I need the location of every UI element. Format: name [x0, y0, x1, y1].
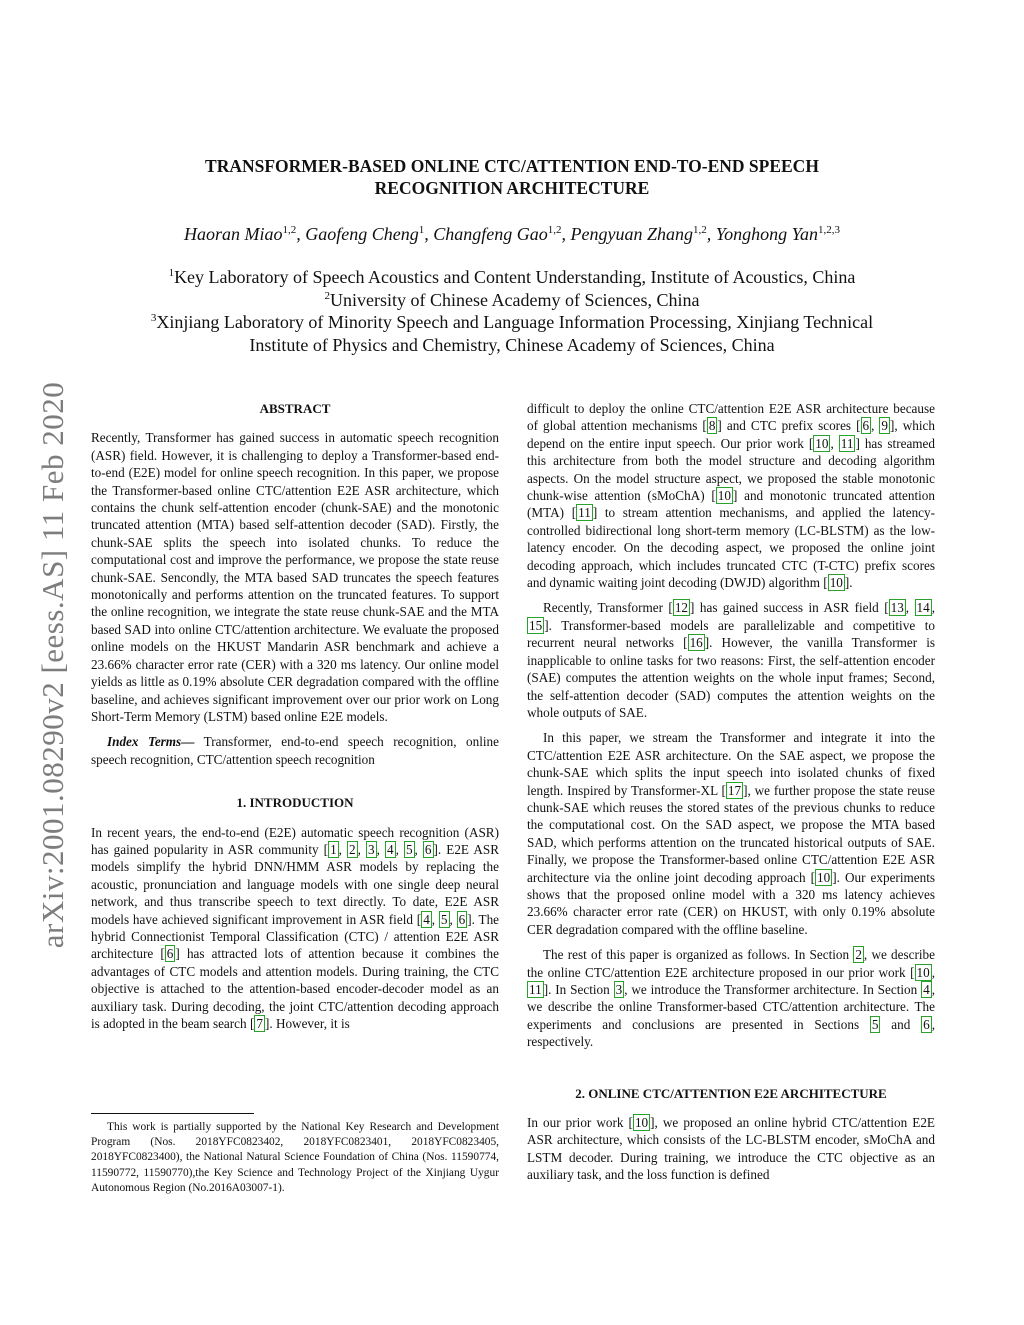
text-run: .: [849, 575, 853, 591]
affil-text: Xinjiang Laboratory of Minority Speech and Language Information Processing, Xinjiang Technical: [156, 312, 874, 332]
transformer-paragraph: Recently, Transformer [ 12 ] has gained success in ASR field [ 13 , 14 , 15 ]. Transformer-based models are parallelizable and competitive to recurrent neural networks [ 16 ]. However, the vanilla Transformer is inapplicable to online tasks for two reasons: First, the self-attention encoder (SAE) computes the attention weights on the whole input frames; Second, the self-attention decoder (SAD) computes the attention weights on the whole outputs of SAE.: [527, 600, 936, 720]
intro-continuation-paragraph: difficult to deploy the online CTC/attention E2E ASR architecture because of global attention mechanisms [ 8 ] and CTC prefix scores [ 6 , 9 ], which depend on the entire input speech. Our prior work [ 10 , 11 ] has streamed this architecture from both the model structure and decoding algorithm aspects. On the model structure aspect, we proposed the stable monotonic chunk-wise attention (sMoChA) [ 10 ] and monotonic truncated attention (MTA) [ 11 ] to stream attention mechanisms, and applied the latency-controlled bidirectional long short-term memory (LC-BLSTM) as the low-latency encoder. On the decoding aspect, we proposed the online joint decoding approach, which includes truncated CTC (T-CTC) prefix scores and dynamic waiting joint decoding (DWJD) algorithm [ 10 ].: [527, 401, 936, 591]
citation-link[interactable]: 16: [689, 635, 703, 651]
text-run: difficult to deploy the online CTC/attention E2E ASR architecture because of global attention mechanisms: [527, 401, 935, 434]
author-separator: ,: [296, 224, 306, 244]
citation-link[interactable]: 8: [708, 418, 716, 434]
text-run: , we further propose the state reuse chunk-SAE which reuses the stored states of the previous chunks to reduce the computational cost. On the SAD aspect, we propose the MTA based SAD, which performs attention on the truncated historical outputs of SAE. Finally, we propose the Transformer-based online CTC/attention E2E ASR architecture via the online joint decoding approach: [527, 782, 935, 885]
text-run: , which depend on the entire input speech. Our prior work: [527, 418, 935, 451]
text-run: . However, the vanilla Transformer is inapplicable to online tasks for two reasons: First, the self-attention encoder (SAE) computes the attention weights on the whole input frames; Second, the self-attention decoder (SAD) computes the attention weights on the whole outputs of SAE.: [527, 635, 935, 720]
section-2-paragraph: In our prior work [ 10 ], we proposed an online hybrid CTC/attention E2E ASR architecture, which consists of the LC-BLSTM encoder, sMoChA and LSTM decoder. During training, we introduce the CTC objective as an auxiliary task, and the loss function is defined: [527, 1115, 935, 1183]
citation-link[interactable]: 17: [727, 782, 742, 798]
affil-sup: 3: [150, 312, 157, 324]
citation-link[interactable]: 6: [424, 841, 432, 857]
text-run: The rest of this paper is organized as follows. In Section: [543, 947, 854, 963]
funding-footnote: [91, 1113, 499, 1196]
author-separator: ,: [424, 224, 434, 244]
citation-link[interactable]: 14: [916, 600, 930, 616]
citation-link[interactable]: 6: [862, 418, 870, 434]
text-run: , we describe the online CTC/attention E2E architecture proposed in our prior work: [527, 947, 935, 980]
text-run: to stream attention mechanisms, and applied the latency-controlled bidirectional long short-term memory (LC-BLSTM) as the low-latency encoder. On the decoding aspect, we proposed the online joint decoding approach, which includes truncated CTC (T-CTC) prefix scores and dynamic waiting joint decoding (DWJD) algorithm: [527, 505, 935, 591]
author-name: Gaofeng Cheng: [305, 224, 419, 244]
right-column: [527, 400, 935, 1184]
author-affil-sup: 1,2,3: [817, 224, 840, 236]
citation-link[interactable]: 9: [881, 418, 889, 434]
citation-link[interactable]: 13: [890, 600, 904, 616]
footnote-rule: [91, 1113, 254, 1114]
affiliation-2: [90, 289, 934, 312]
organization-paragraph: The rest of this paper is organized as follows. In Section 2 , we describe the online CTC/attention E2E architecture proposed in our prior work [ 10 , 11 ]. In Section 3 , we introduce the Transformer architecture. In Section 4 , we describe the online Transformer-based CTC/attention architecture. The experiments and conclusions are presented in Sections 5 and 6 , respectively.: [527, 947, 936, 1050]
author-affil-sup: 1,2: [693, 224, 707, 236]
citation-link[interactable]: 10: [815, 435, 829, 451]
author-affil-sup: 1,2: [282, 224, 297, 236]
author-affil-sup: 1: [418, 224, 425, 236]
text-run: Recently, Transformer: [543, 600, 669, 616]
text-run: . Transformer-based models are parallelizable and competitive to recurrent neural networks: [527, 617, 935, 651]
text-run: has attracted lots of attention because it combines the advantages of CTC models and attention models. During training, the CTC objective is attached to the attention-based encoder-decoder model as an auxiliary task. During decoding, the joint CTC/attention decoding approach is adopted in the beam search: [91, 946, 499, 1031]
author-separator: ,: [561, 224, 571, 244]
section-link[interactable]: 4: [923, 982, 930, 997]
text-run: In recent years, the end-to-end (E2E) automatic speech recognition (ASR) has gained popularity in ASR community: [91, 824, 499, 857]
text-run: . E2E ASR models simplify the hybrid DNN/HMM ASR models by replacing the acoustic, pronunciation and language models with one single deep neural network, and thus transcribe speech to text directly. To date, E2E ASR models have achieved significant improvement in ASR field: [91, 841, 499, 927]
citation-link[interactable]: 10: [634, 1115, 649, 1131]
text-run: , we describe the online Transformer-based CTC/attention architecture. The experiments and conclusions are presented in Sections: [527, 982, 936, 1032]
affil-sup: 1: [168, 267, 175, 279]
text-run: and: [880, 1016, 922, 1032]
text-run: and CTC prefix scores: [721, 418, 857, 434]
text-run: In our prior work: [527, 1115, 629, 1131]
author-name: Yonghong Yan: [715, 224, 818, 244]
contribution-paragraph: In this paper, we stream the Transformer and integrate it into the CTC/attention E2E ASR architecture. On the SAE aspect, we propose the chunk-SAE which splits the input speech into isolated chunks of fixed length. Inspired by Transformer-XL [ 17 ], we further propose the state reuse chunk-SAE which reuses the stored states of the previous chunks to reduce the computational cost. On the SAD aspect, we propose the MTA based SAD, which performs attention on the truncated historical outputs of SAE. Finally, we propose the Transformer-based online CTC/attention E2E ASR architecture via the online joint decoding approach [ 10 ]. Our experiments shows that the proposed online model with a 320 ms latency achieves 23.66% character error rate (CER) on HKUST, with only 0.19% absolute CER degradation compared with the offline baseline.: [527, 730, 935, 937]
intro-paragraph: In recent years, the end-to-end (E2E) automatic speech recognition (ASR) has gained popularity in ASR community [ 1 , 2 , 3 , 4 , 5 , 6 ]. E2E ASR models simplify the hybrid DNN/HMM ASR models by replacing the acoustic, pronunciation and language models with one single deep neural network, and thus transcribe speech to text directly. To date, E2E ASR models have achieved significant improvement in ASR field [ 4 , 5 , 6 ]. The hybrid Connectionist Temporal Classification (CTC) / attention E2E ASR architecture [ 6 ] has attracted lots of attention because it combines the advantages of CTC models and attention models. During training, the CTC objective is attached to the attention-based encoder-decoder model as an auxiliary task. During decoding, the joint CTC/attention decoding approach is adopted in the beam search [ 7 ]. However, it is: [91, 824, 500, 1031]
affil-text: University of Chinese Academy of Sciences, China: [330, 289, 700, 310]
section-link[interactable]: 5: [871, 1016, 879, 1032]
author-list: [90, 222, 934, 246]
text-run: , we introduce the Transformer architecture. In Section: [624, 982, 922, 997]
affil-sup: 2: [324, 289, 331, 302]
citation-link[interactable]: 5: [440, 911, 448, 927]
citation-link[interactable]: 12: [674, 600, 689, 616]
text-run: has gained success in ASR field: [694, 600, 885, 616]
text-run: has streamed this architecture from both the model structure and decoding algorithm aspects. On the model structure aspect, we proposed the stable monotonic chunk-wise attention (sMoChA): [527, 435, 936, 504]
citation-link[interactable]: 15: [529, 617, 543, 633]
citation-link[interactable]: 6: [458, 911, 466, 927]
author-name: Changfeng Gao: [433, 224, 548, 244]
citation-link[interactable]: 10: [916, 964, 930, 980]
left-column: [91, 400, 499, 1032]
introduction-heading: 1. INTRODUCTION: [236, 795, 354, 811]
affiliation-1: [90, 266, 934, 289]
citation-link[interactable]: 10: [817, 869, 831, 885]
abstract-heading: ABSTRACT: [259, 401, 331, 416]
author-name: Haoran Miao: [184, 224, 283, 244]
arxiv-id-text: arXiv:2001.08290v2 [eess.AS] 11 Feb 2020: [35, 381, 70, 949]
index-terms: [91, 733, 499, 768]
title-line-2: RECOGNITION ARCHITECTURE: [374, 178, 650, 198]
citation-link[interactable]: 11: [578, 505, 591, 521]
author-name: Pengyuan Zhang: [570, 224, 693, 244]
abstract-body: Recently, Transformer has gained success in automatic speech recognition (ASR) field. However, it is challenging to deploy a Transformer-based end-to-end (E2E) model for online speech recognition. In this paper, we propose the Transformer-based online CTC/attention E2E ASR architecture, which contains the chunk self-attention encoder (chunk-SAE) and the monotonic truncated attention (MTA) based self-attention decoder (SAD). Firstly, the chunk-SAE splits the speech into isolated chunks. To reduce the computational cost and improve the performance, we propose the state reuse chunk-SAE. Sencondly, the MTA based SAD truncates the speech features monotonically and performs attention on the truncated features. To support the online recognition, we integrate the state reuse chunk-SAE and the MTA based SAD into online CTC/attention architecture. We evaluate the proposed online models on the HKUST Mandarin ASR benchmark and achieve a 23.66% character error rate (CER) with a 320 ms latency. Our online model yields as little as 0.19% absolute CER degradation compared with the offline baseline, and achieves significant improvement over our prior work on Long Short-Term Memory (LSTM) based online E2E models.: [91, 430, 499, 724]
citation-link[interactable]: 1: [330, 841, 337, 857]
affil-text: Key Laboratory of Speech Acoustics and Content Understanding, Institute of Acoustics, China: [174, 267, 856, 287]
citation-link[interactable]: 3: [368, 841, 375, 857]
author-affil-sup: 1,2: [547, 224, 562, 236]
citation-link[interactable]: 4: [423, 911, 430, 927]
text-run: . The hybrid Connectionist Temporal Classification (CTC) / attention E2E ASR architecture: [91, 911, 500, 962]
citation-link[interactable]: 5: [405, 841, 413, 857]
arxiv-identifier: [30, 345, 76, 985]
affiliation-3: [90, 311, 934, 334]
citation-link[interactable]: 6: [166, 946, 174, 962]
affiliations: [90, 266, 934, 356]
title-line-1: TRANSFORMER-BASED ONLINE CTC/ATTENTION END-TO-END SPEECH: [205, 156, 819, 176]
section-2-heading: 2. ONLINE CTC/ATTENTION E2E ARCHITECTURE: [575, 1085, 887, 1101]
paper-title: [90, 155, 934, 199]
author-separator: ,: [706, 224, 716, 244]
citation-link[interactable]: 10: [717, 488, 731, 504]
text-run: . In Section: [548, 982, 614, 997]
section-link[interactable]: 6: [923, 1016, 930, 1032]
text-run: , respectively.: [527, 1016, 935, 1050]
citation-link[interactable]: 7: [256, 1016, 263, 1031]
index-terms-label: Index Terms—: [107, 734, 195, 750]
affiliation-3-cont: Institute of Physics and Chemistry, Chinese Academy of Sciences, China: [249, 334, 775, 355]
text-run: . However, it is: [269, 1016, 350, 1031]
citation-link[interactable]: 4: [386, 841, 394, 857]
citation-link[interactable]: 10: [829, 575, 843, 591]
index-terms-text: Transformer, end-to-end speech recognition, online speech recognition, CTC/attention speech recognition: [91, 734, 499, 767]
citation-link[interactable]: 11: [840, 435, 854, 451]
section-link[interactable]: 3: [615, 982, 623, 997]
citation-link[interactable]: 11: [529, 982, 542, 997]
text-run: and monotonic truncated attention (MTA): [527, 488, 935, 521]
footnote-text: This work is partially supported by the National Key Research and Development Program (Nos. 2018YFC0823402, 2018YFC0823401, 2018YFC0823405, 2018YFC0823400), the National Natural Science Foundation of China (Nos. 11590774, 11590772, 11590770),the Key Science and Technology Project of the Xinjiang Uygur Autonomous Region (No.2016A03007-1).: [91, 1121, 499, 1194]
text-run: , we proposed an online hybrid CTC/attention E2E ASR architecture, which consists of the LC-BLSTM encoder, sMoChA and LSTM decoder. During training, we introduce the CTC objective as an auxiliary task, and the loss function is defined: [527, 1115, 935, 1183]
section-link[interactable]: 2: [855, 947, 862, 963]
text-run: In this paper, we stream the Transformer and integrate it into the CTC/attention E2E ASR architecture. On the SAE aspect, we propose the chunk-SAE which splits the input speech into isolated chunks of fixed length. Inspired by Transformer-XL: [527, 730, 935, 798]
text-run: . Our experiments shows that the proposed online model with a 320 ms latency achieves 23.66% character error rate (CER) on HKUST, with only 0.19% absolute CER degradation compared with the offline baseline.: [527, 869, 935, 937]
citation-link[interactable]: 2: [349, 841, 356, 857]
